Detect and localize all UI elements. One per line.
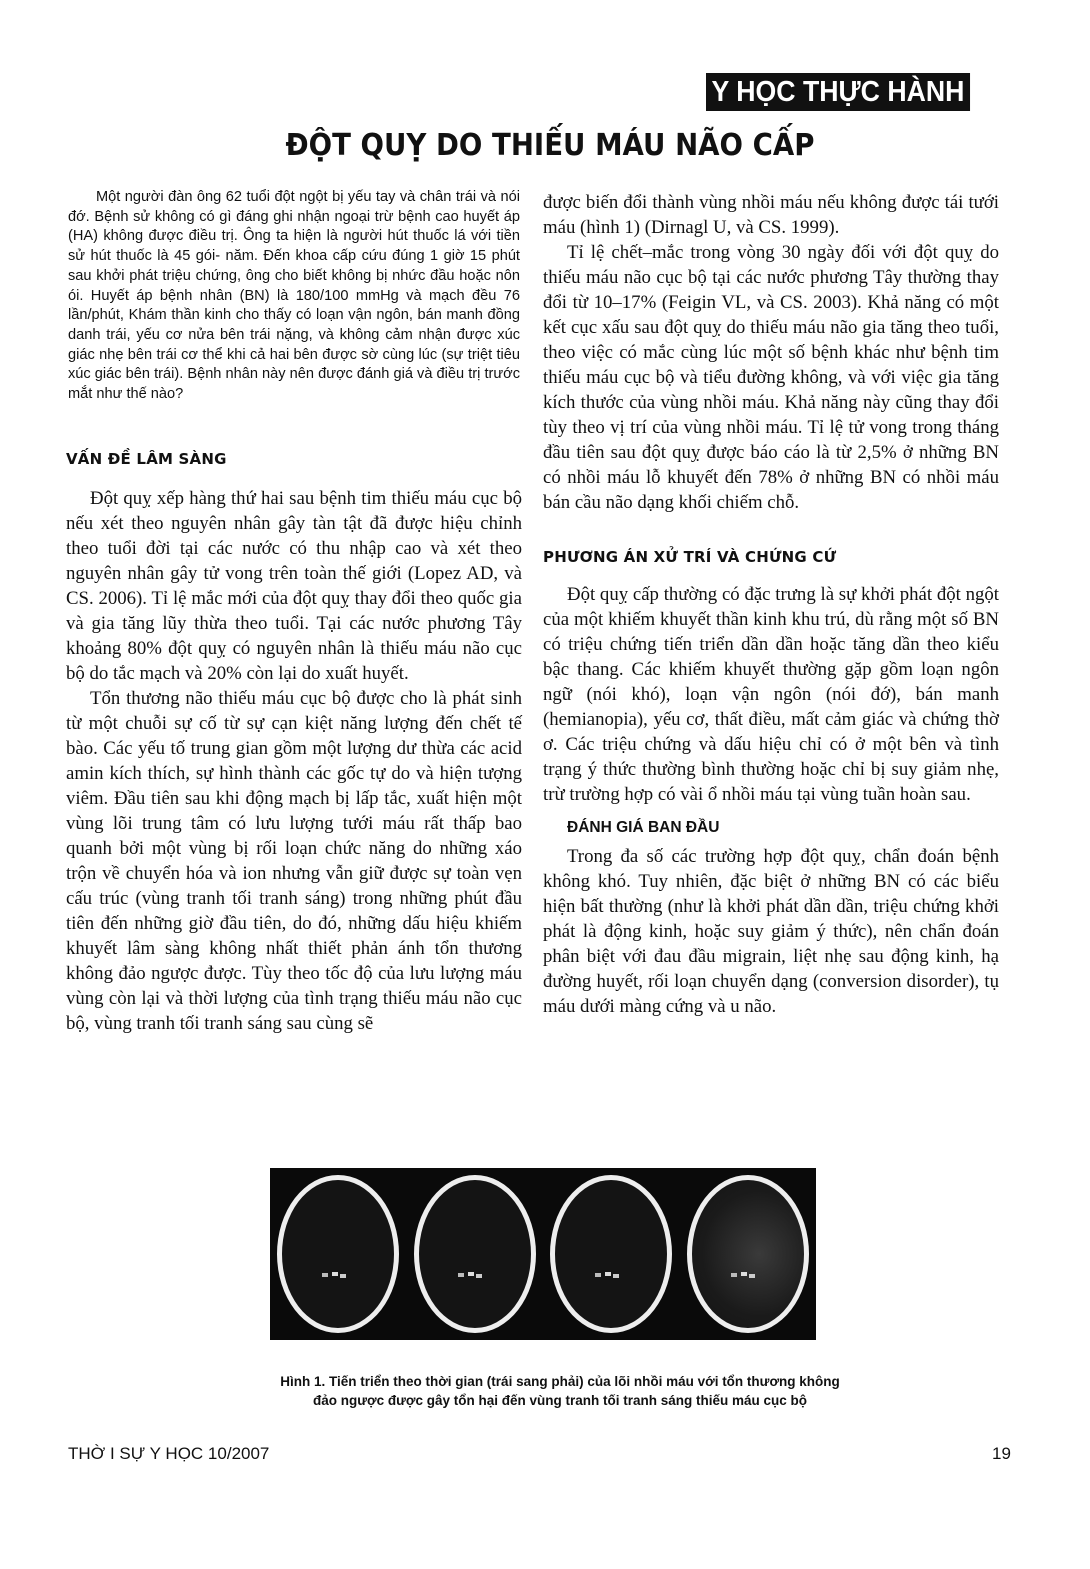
brain-scan-image [687,1175,809,1333]
article-title: ĐỘT QUỴ DO THIẾU MÁU NÃO CẤP [285,128,815,163]
journal-footer: THỜ I SỰ Y HỌC 10/2007 [68,1444,270,1463]
paragraph: được biến đổi thành vùng nhồi máu nếu không được tái tưới máu (hình 1) (Dirnagl U, và CS. 1999). [543,192,999,238]
case-intro: Một người đàn ông 62 tuổi đột ngột bị yếu tay và chân trái và nói đớ. Bệnh sử không có gì đáng ghi nhận ngoại trừ bệnh cao huyết áp (HA) không được điều trị. Ông ta hiện là người hút thuốc lá với tiền sử hút thuốc là 45 gói- năm. Đến khoa cấp cứu đúng 1 giờ 15 phút sau khởi phát triệu chứng, ông cho biết không bị nhức đầu hoặc nôn ói. Huyết áp bệnh nhân (BN) là 180/100 mmHg và mạch đều 76 lần/phút, Khám thần kinh cho thấy có loạn vận ngôn, bán manh đồng danh trái, yếu cơ nửa bên trái nặng, và không cảm nhận được xúc giác nhẹ bên trái cơ thể khi cả hai bên được sờ cùng lúc (sự triệt tiêu xúc giác bên trái). Bệnh nhân này nên được đánh giá và điều trị trước mắt như thế nào? [68,189,520,403]
caption-line: Hình 1. Tiến triển theo thời gian (trái sang phải) của lõi nhồi máu với tổn thương không [280,1374,840,1389]
paragraph: Trong đa số các trường hợp đột quỵ, chẩn đoán bệnh không khó. Tuy nhiên, đặc biệt ở những BN có các biểu hiện bất thường (như là khởi phát dần dần, triệu chứng khởi phát là động kinh, hoặc suy giảm ý thức), nên chẩn đoán phân biệt với đau đầu migrain, liệt nhẹ sau động kinh, hạ đường huyết, rối loạn chuyển dạng (conversion disorder), tụ máu dưới màng cứng và u não. [543,846,999,1017]
brain-scan-image [550,1175,672,1333]
paragraph: Tổn thương não thiếu máu cục bộ được cho là phát sinh từ một chuỗi sự cố từ sự cạn kiệt năng lượng đến chết tế bào. Các yếu tố trung gian gồm một lượng dư thừa các acid amin kích thích, sự hình thành các gốc tự do và hiện tượng viêm. Đầu tiên sau khi động mạch bị lấp tắc, xuất hiện một vùng lõi trung tâm có lưu lượng tưới máu rất thấp bao quanh bởi một vùng bị rối loạn chức năng do những xáo trộn về chuyển hóa và ion nhưng vẫn giữ được sự toàn vẹn cấu trúc (vùng tranh tối tranh sáng) trong những phút đầu tiên đến những giờ đầu tiên, do đó, những dấu hiệu khiếm khuyết lâm sàng không nhất thiết phản ánh tổn thương không đảo ngược được. Tùy theo tốc độ của lưu lượng máu vùng còn lại và thời lượng của tình trạng thiếu máu não cục bộ, vùng tranh tối tranh sáng sau cùng sẽ [66,688,522,1034]
figure-caption [200,1372,920,1410]
paragraph: Đột quỵ xếp hàng thứ hai sau bệnh tim thiếu máu cục bộ nếu xét theo nguyên nhân gây tàn tật đã được hiệu chỉnh theo tuổi đời tại các nước có thu nhập cao và xét theo nguyên nhân gây tử vong trên toàn thế giới (Lopez AD, và CS. 2006). Tỉ lệ mắc mới của đột quỵ thay đổi theo quốc gia và gia tăng lũy thừa theo tuổi. Tại các nước phương Tây khoảng 80% đột quỵ có nguyên nhân là thiếu máu não cục bộ do tắc mạch và 20% còn lại do xuất huyết. [66,488,522,684]
left-column [66,447,522,1036]
heading-clinical-problem: VẤN ĐỀ LÂM SÀNG [66,450,227,468]
paragraph: Đột quỵ cấp thường có đặc trưng là sự khởi phát đột ngột của một khiếm khuyết thần kinh khu trú, dù rằng một số BN có triệu chứng tiến triển dần dần hoặc tăng dần theo kiểu bậc thang. Các khiếm khuyết thường gặp gồm loạn ngôn ngữ (nói khó), loạn vận ngôn (nói đớ), bán manh (hemianopia), yếu cơ, thất điều, mất cảm giác và chứng thờ ơ. Các triệu chứng và dấu hiệu chỉ có ở một bên và tình trạng ý thức thường bình thường hoặc chỉ bị suy giảm nhẹ, trừ trường hợp có vài ổ nhồi máu tại vùng tuần hoàn sau. [543,584,999,805]
page-number: 19 [992,1444,1011,1463]
brain-scan-image [414,1175,536,1333]
right-column [543,190,999,1019]
subheading-initial-assessment: ĐÁNH GIÁ BAN ĐẦU [567,819,720,836]
figure-brain-scans [270,1168,816,1340]
section-label: Y HỌC THỰC HÀNH [706,73,970,111]
heading-management: PHƯƠNG ÁN XỬ TRÍ VÀ CHỨNG CỨ [543,548,837,566]
brain-scan-image [277,1175,399,1333]
paragraph: Tỉ lệ chết–mắc trong vòng 30 ngày đối với đột quỵ do thiếu máu não cục bộ tại các nước phương Tây thường thay đổi từ 10–17% (Feigin VL, và CS. 2003). Khả năng có một kết cục xấu sau đột quỵ do thiếu máu não gia tăng theo tuổi, theo việc có mắc cùng lúc một số bệnh khác như bệnh tim thiếu máu cục bộ và tiểu đường không, và với việc gia tăng kích thước của vùng nhồi máu. Khả năng này cũng thay đổi tùy theo vị trí của vùng nhồi máu. Tỉ lệ tử vong trong tháng đầu tiên sau đột quỵ được báo cáo là từ 2,5% ở những BN có nhồi máu lỗ khuyết đến 78% ở những BN có nhồi máu bán cầu não dạng khối chiếm chỗ. [543,242,999,513]
caption-line: đảo ngược được gây tổn hại đến vùng tranh tối tranh sáng thiếu máu cục bộ [312,1393,808,1408]
